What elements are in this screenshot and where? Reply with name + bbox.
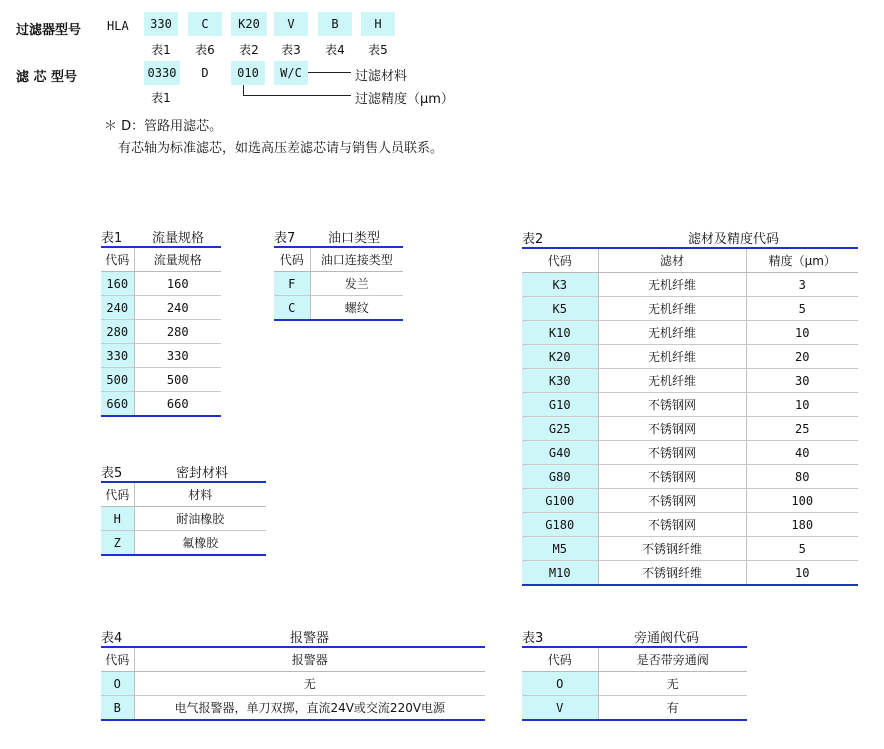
material-callout-line: [308, 72, 351, 73]
table-cell: 5: [746, 537, 858, 561]
core-type-code: D: [201, 66, 209, 80]
core-flow-code-box: 0330: [144, 61, 180, 85]
table-cell: 螺纹: [310, 296, 403, 321]
code-table-ref: 表2: [239, 43, 259, 57]
core-precision-code-box: 010: [231, 61, 265, 85]
table-flow-spec: [101, 231, 221, 417]
precision-callout-line: [243, 95, 351, 96]
table-name: 表5: [101, 466, 134, 482]
table-port-type: [274, 231, 403, 321]
code-table-ref: 表3: [281, 43, 301, 57]
column-header: 滤材: [598, 248, 746, 273]
table-cell: 不锈钢网: [598, 465, 746, 489]
core-model-label: 滤 芯 型号: [16, 70, 78, 85]
table-cell: 330: [101, 344, 134, 368]
table-cell: 280: [101, 320, 134, 344]
table-cell: 不锈钢纤维: [598, 537, 746, 561]
table-cell: G100: [522, 489, 598, 513]
table-cell: 氟橡胶: [134, 531, 266, 556]
column-header: 材料: [134, 482, 266, 507]
table-cell: 10: [746, 393, 858, 417]
precision-callout-vline: [243, 85, 244, 95]
table-cell: G25: [522, 417, 598, 441]
table-alarm: [101, 631, 485, 721]
column-header: 流量规格: [134, 247, 221, 272]
table-cell: 耐油橡胶: [134, 507, 266, 531]
port-code-box: C: [188, 12, 222, 36]
precision-callout-text: 过滤精度（μm）: [355, 92, 454, 107]
table-cell: 80: [746, 465, 858, 489]
table-cell: 电气报警器，单刀双掷，直流24V或交流220V电源: [134, 696, 485, 721]
table-name: 表2: [522, 232, 598, 248]
model-prefix: HLA: [107, 19, 129, 33]
column-header: 代码: [101, 247, 134, 272]
core-table-ref: 表1: [151, 91, 171, 105]
table-cell: 10: [746, 561, 858, 586]
table-cell: 不锈钢网: [598, 489, 746, 513]
table-cell: 160: [101, 272, 134, 296]
table-cell: 无机纤维: [598, 297, 746, 321]
seal-code-box: H: [361, 12, 395, 36]
table-cell: 30: [746, 369, 858, 393]
table-title: 流量规格: [134, 231, 221, 247]
alarm-code-box: B: [318, 12, 352, 36]
table-cell: 240: [134, 296, 221, 320]
column-header: 油口连接类型: [310, 247, 403, 272]
table-seal-material: [101, 466, 266, 556]
table-cell: 3: [746, 273, 858, 297]
note-line-2: 有芯轴为标准滤芯，如选高压差滤芯请与销售人员联系。: [118, 141, 444, 156]
table-bypass-valve: [522, 631, 747, 721]
table-cell: V: [522, 696, 598, 721]
table-cell: K10: [522, 321, 598, 345]
table-cell: 660: [101, 392, 134, 417]
table-title: 滤材及精度代码: [598, 232, 858, 248]
column-header: 精度（μm）: [746, 248, 858, 273]
table-name: 表4: [101, 631, 134, 647]
flow-code-box: 330: [144, 12, 178, 36]
code-table-ref: 表4: [325, 43, 345, 57]
code-table-ref: 表5: [368, 43, 388, 57]
media-code-box: K20: [231, 12, 267, 36]
table-cell: K3: [522, 273, 598, 297]
column-header: 代码: [522, 647, 598, 672]
table-name: 表7: [274, 231, 310, 247]
table-cell: C: [274, 296, 310, 321]
table-cell: B: [101, 696, 134, 721]
table-cell: 180: [746, 513, 858, 537]
table-cell: K5: [522, 297, 598, 321]
table-title: 旁通阀代码: [598, 631, 747, 647]
table-cell: 有: [598, 696, 747, 721]
column-header: 代码: [101, 647, 134, 672]
table-cell: Z: [101, 531, 134, 556]
table-cell: 240: [101, 296, 134, 320]
column-header: 代码: [522, 248, 598, 273]
table-cell: G180: [522, 513, 598, 537]
table-cell: 25: [746, 417, 858, 441]
table-cell: O: [101, 672, 134, 696]
bypass-code-box: V: [274, 12, 308, 36]
table-cell: M5: [522, 537, 598, 561]
column-header: 报警器: [134, 647, 485, 672]
table-cell: K20: [522, 345, 598, 369]
core-material-code-box: W/C: [274, 61, 308, 85]
table-cell: 280: [134, 320, 221, 344]
table-cell: O: [522, 672, 598, 696]
table-cell: 500: [134, 368, 221, 392]
table-cell: 无: [134, 672, 485, 696]
table-cell: 20: [746, 345, 858, 369]
table-cell: 无机纤维: [598, 321, 746, 345]
table-cell: 10: [746, 321, 858, 345]
table-cell: 40: [746, 441, 858, 465]
table-name: 表3: [522, 631, 598, 647]
code-table-ref: 表6: [195, 43, 215, 57]
filter-model-label: 过滤器型号: [16, 23, 82, 38]
table-cell: M10: [522, 561, 598, 586]
table-cell: 不锈钢网: [598, 393, 746, 417]
table-title: 报警器: [134, 631, 485, 647]
table-cell: 660: [134, 392, 221, 417]
table-cell: 无机纤维: [598, 273, 746, 297]
table-title: 密封材料: [134, 466, 266, 482]
table-cell: G40: [522, 441, 598, 465]
table-cell: 不锈钢网: [598, 417, 746, 441]
table-cell: G80: [522, 465, 598, 489]
table-cell: 不锈钢网: [598, 513, 746, 537]
material-callout-text: 过滤材料: [355, 69, 408, 84]
table-cell: G10: [522, 393, 598, 417]
table-cell: 无机纤维: [598, 369, 746, 393]
table-cell: 不锈钢网: [598, 441, 746, 465]
table-name: 表1: [101, 231, 134, 247]
table-cell: 无机纤维: [598, 345, 746, 369]
table-cell: 500: [101, 368, 134, 392]
column-header: 是否带旁通阀: [598, 647, 747, 672]
note-line-1: ＊ D：管路用滤芯。: [104, 119, 223, 134]
table-cell: F: [274, 272, 310, 296]
column-header: 代码: [274, 247, 310, 272]
table-cell: H: [101, 507, 134, 531]
table-cell: K30: [522, 369, 598, 393]
code-table-ref: 表1: [151, 43, 171, 57]
column-header: 代码: [101, 482, 134, 507]
table-media-precision: [522, 232, 858, 586]
table-cell: 无: [598, 672, 747, 696]
table-cell: 330: [134, 344, 221, 368]
table-cell: 160: [134, 272, 221, 296]
table-cell: 5: [746, 297, 858, 321]
table-title: 油口类型: [310, 231, 403, 247]
table-cell: 发兰: [310, 272, 403, 296]
table-cell: 不锈钢纤维: [598, 561, 746, 586]
table-cell: 100: [746, 489, 858, 513]
